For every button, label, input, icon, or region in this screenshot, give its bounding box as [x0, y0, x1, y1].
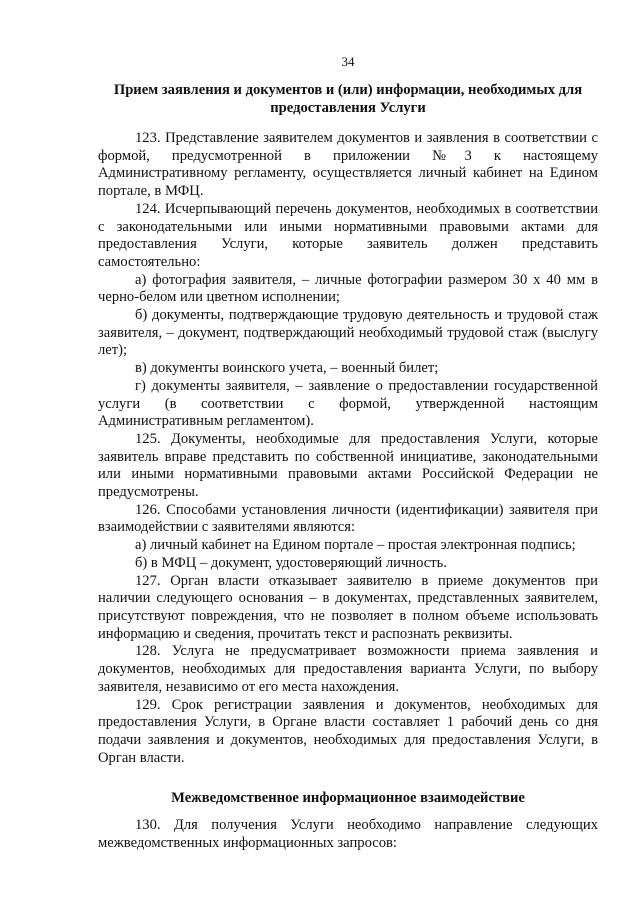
paragraph-124-v: в) документы воинского учета, – военный билет; — [135, 360, 439, 377]
paragraph-126-b: б) в МФЦ – документ, удостоверяющий личность. — [135, 554, 447, 571]
paragraph-126-a: а) личный кабинет на Едином портале – простая электронная подпись; — [135, 537, 576, 554]
paragraph-130: 130. Для получения Услуги необходимо направление следующих межведомственных информационных запросов: — [98, 817, 598, 851]
section-title-document-intake — [98, 81, 598, 117]
section-body-interagency — [98, 817, 598, 852]
paragraph-126: 126. Способами установления личности (идентификации) заявителя при взаимодействии с заявителями являются: — [98, 501, 598, 536]
paragraph-124-b: б) документы, подтверждающие трудовую деятельность и трудовой стаж заявителя, – документ, подтверждающий необходимый трудовой стаж (выслугу лет); — [98, 307, 598, 359]
paragraph-129: 129. Срок регистрации заявления и документов, необходимых для предоставления Услуги, в Органе власти составляет 1 рабочий день со дня подачи заявления и документов, необходимых для предоставления Услуги, в Орган власти. — [98, 696, 598, 766]
section-body-document-intake — [98, 130, 598, 767]
paragraph-124-g: г) документы заявителя, – заявление о предоставлении государственной услуги (в соответствии с формой, утвержденной настоящим Административным регламентом). — [98, 377, 598, 430]
section-title-line-2: предоставления Услуги — [270, 100, 426, 116]
paragraph-124: 124. Исчерпывающий перечень документов, необходимых в соответствии с законодательными или иными нормативными правовыми актами для предоставления Услуги, которые заявитель должен представить самостоятельно: — [98, 200, 598, 270]
document-page — [98, 0, 598, 905]
paragraph-124-a: а) фотография заявителя, – личные фотографии размером 30 х 40 мм в черно-белом или цветном исполнении; — [98, 271, 598, 306]
section-title-line-1: Прием заявления и документов и (или) информации, необходимых для — [113, 82, 583, 98]
section-title-interagency: Межведомственное информационное взаимодействие — [171, 790, 525, 806]
page-number: 34 — [341, 54, 355, 69]
paragraph-123: 123. Представление заявителем документов и заявления в соответствии с формой, предусмотренной в приложении №3 к настоящему Административному регламенту, осуществляется личный кабинет на Едином портале, в МФЦ. — [98, 130, 598, 200]
paragraph-128: 128. Услуга не предусматривает возможности приема заявления и документов, необходимых для предоставления варианта Услуги, по выбору заявителя, независимо от его места нахождения. — [98, 643, 598, 695]
paragraph-127: 127. Орган власти отказывает заявителю в приеме документов при наличии следующего основания – в документах, представленных заявителем, присутствуют повреждения, что не позволяет в полном объеме использовать информацию и сведения, прочитать текст и распознать реквизиты. — [98, 572, 598, 642]
paragraph-125: 125. Документы, необходимые для предоставления Услуги, которые заявитель вправе представить по собственной инициативе, законодательными или иными нормативными правовыми актами Российской Федерации не предусмотрены. — [98, 430, 598, 501]
